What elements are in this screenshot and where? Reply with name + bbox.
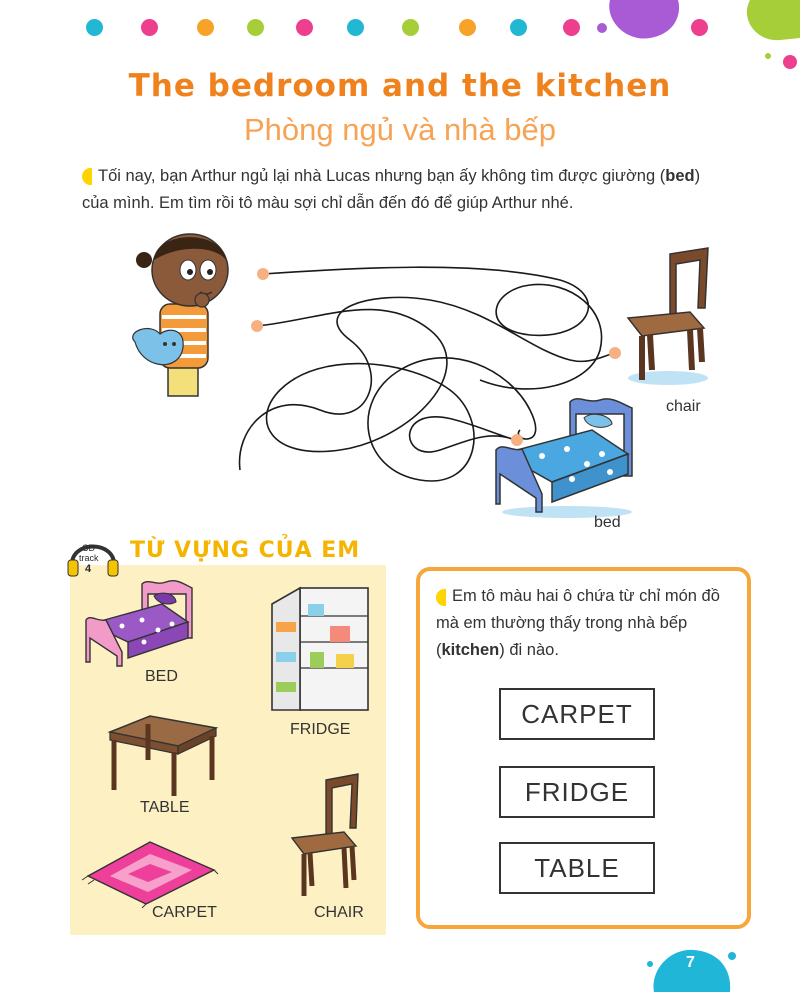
maze-instruction: Tối nay, bạn Arthur ngủ lại nhà Lucas nhưng bạn ấy không tìm được giường (bed) của mình. Em tìm rồi tô màu sợi chỉ dẫn đến đó để giúp Arthur nhé. — [82, 167, 701, 212]
decor-dot — [197, 19, 214, 36]
vocab-chair-icon — [286, 772, 366, 902]
decor-dot — [296, 19, 313, 36]
chair-illustration — [620, 246, 720, 386]
decor-dot — [247, 19, 264, 36]
decor-dot — [563, 19, 580, 36]
maze-bed-label: bed — [594, 514, 621, 531]
vocab-fridge-label: FRIDGE — [290, 721, 351, 738]
vocab-table-label: TABLE — [140, 799, 190, 816]
page-number: 7 — [686, 954, 695, 971]
decor-dot — [459, 19, 476, 36]
bed-illustration — [492, 394, 642, 519]
decor-dot — [347, 19, 364, 36]
vocab-carpet-icon — [80, 836, 220, 908]
kitchen-instruction: Em tô màu hai ô chứa từ chỉ món đồ mà em thường thấy trong nhà bếp (kitchen) đi nào. — [436, 587, 720, 659]
vocab-bed-label: BED — [145, 668, 178, 685]
cd-line1: CD — [82, 543, 95, 553]
page-title-en: The bedroom and the kitchen — [128, 68, 672, 104]
vocab-table-icon — [104, 710, 220, 798]
decor-dot — [86, 19, 103, 36]
decor-dot — [510, 19, 527, 36]
vocab-chair-label: CHAIR — [314, 904, 364, 921]
decor-dot — [402, 19, 419, 36]
page-title-vi: Phòng ngủ và nhà bếp — [244, 112, 556, 147]
cd-track-number: 4 — [85, 563, 92, 575]
cd-line2: track — [79, 553, 99, 563]
vocab-bed-icon — [82, 578, 200, 668]
word-box-fridge[interactable]: FRIDGE — [499, 766, 655, 818]
vocab-title: TỪ VỰNG CỦA EM — [130, 538, 361, 563]
word-box-carpet[interactable]: CARPET — [499, 688, 655, 740]
maze-chair-label: chair — [666, 398, 701, 415]
decor-dot — [141, 19, 158, 36]
word-box-table[interactable]: TABLE — [499, 842, 655, 894]
vocab-fridge-icon — [266, 582, 376, 717]
vocab-carpet-label: CARPET — [152, 904, 217, 921]
